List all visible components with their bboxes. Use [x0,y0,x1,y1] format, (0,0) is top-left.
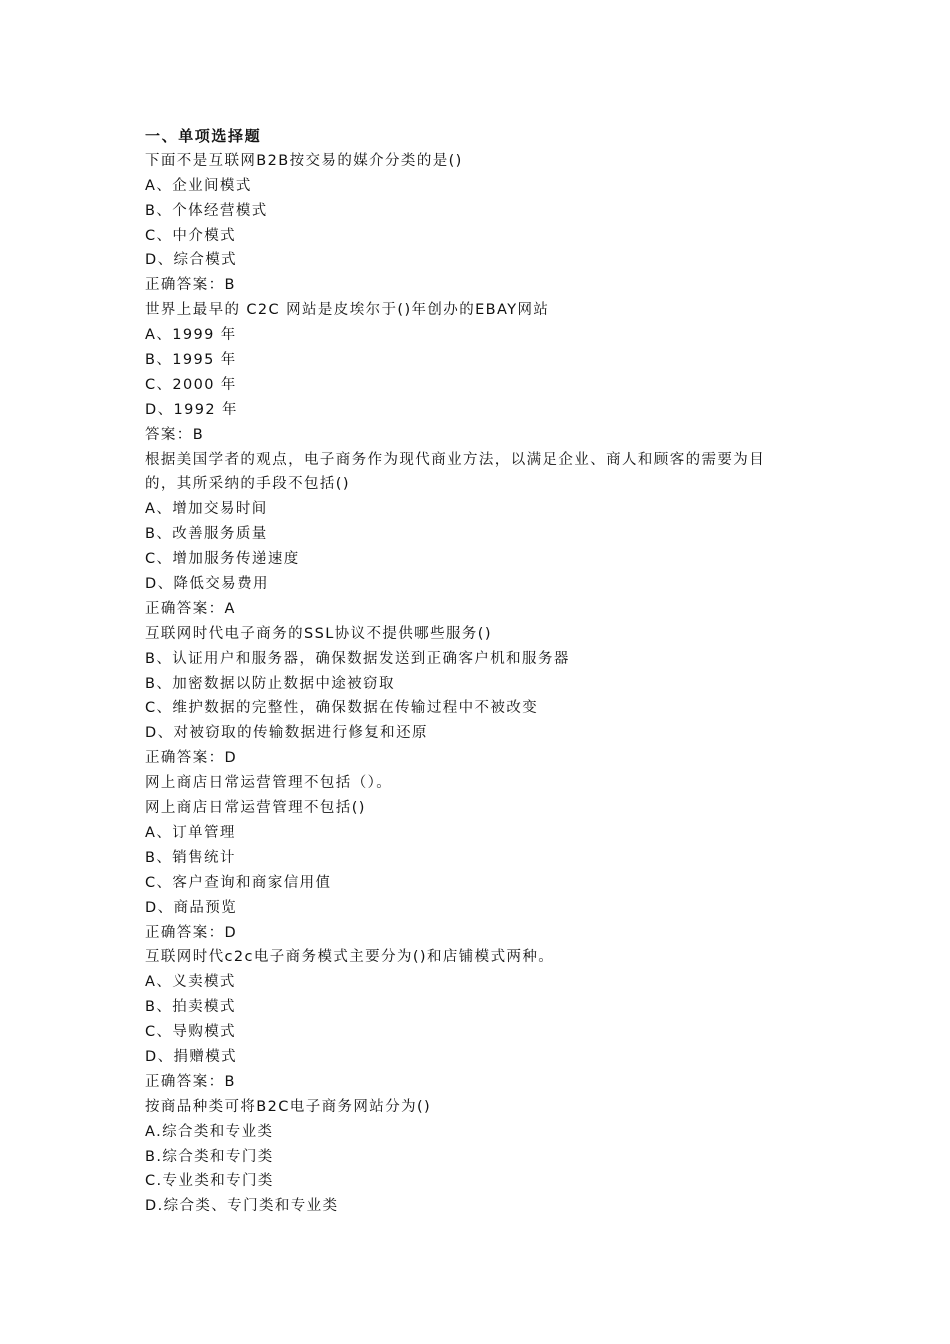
option-line: A、义卖模式 [145,974,236,991]
question-line: 互联网时代c2c电子商务模式主要分为()和店铺模式两种。 [145,949,555,966]
option-line: B、拍卖模式 [145,999,236,1016]
answer-line: 正确答案：D [145,750,238,767]
answer-line: 正确答案：B [145,1073,236,1090]
option-line: A、订单管理 [145,824,236,841]
option-line: B、销售统计 [145,849,236,866]
question-line: 按商品种类可将B2C电子商务网站分为() [145,1098,432,1115]
option-line: D、商品预览 [145,899,238,916]
option-line: C、客户查询和商家信用值 [145,874,332,891]
question-line: 网上商店日常运营管理不包括（）。 [145,775,393,792]
question-line: 根据美国学者的观点，电子商务作为现代商业方法，以满足企业、商人和顾客的需要为目 [145,451,766,468]
option-line: B、加密数据以防止数据中途被窃取 [145,675,395,692]
section-title: 一、单项选择题 [145,127,262,145]
option-line: C.专业类和专门类 [145,1173,274,1190]
option-line: D、对被窃取的传输数据进行修复和还原 [145,725,428,742]
option-line: A、1999 年 [145,327,237,344]
option-line: B.综合类和专门类 [145,1148,274,1165]
option-line: B、1995 年 [145,352,237,369]
option-line: B、个体经营模式 [145,202,268,219]
option-line: C、2000 年 [145,376,237,393]
question-line: 网上商店日常运营管理不包括() [145,800,366,817]
option-line: D、综合模式 [145,252,238,269]
question-line: 互联网时代电子商务的SSL协议不提供哪些服务() [145,625,492,642]
option-line: D、捐赠模式 [145,1048,238,1065]
option-line: C、增加服务传递速度 [145,551,300,568]
option-line: D、降低交易费用 [145,576,269,593]
question-line: 世界上最早的 C2C 网站是皮埃尔于()年创办的EBAY网站 [145,302,550,319]
option-line: A、企业间模式 [145,177,252,194]
answer-line: 正确答案：A [145,600,236,617]
option-line: C、维护数据的完整性，确保数据在传输过程中不被改变 [145,700,539,717]
answer-line: 答案：B [145,426,205,443]
option-line: D、1992 年 [145,401,238,418]
question-line: 的，其所采纳的手段不包括() [145,476,350,493]
answer-line: 正确答案：B [145,277,236,294]
document-page [145,124,825,1219]
option-line: C、中介模式 [145,227,237,244]
option-line: A、增加交易时间 [145,501,268,518]
option-line: C、导购模式 [145,1024,237,1041]
question-line: 下面不是互联网B2B按交易的媒介分类的是() [145,152,463,169]
question-list [145,149,825,1219]
option-line: B、改善服务质量 [145,526,268,543]
option-line: D.综合类、专门类和专业类 [145,1198,339,1215]
option-line: B、认证用户和服务器，确保数据发送到正确客户机和服务器 [145,650,570,667]
answer-line: 正确答案：D [145,924,238,941]
option-line: A.综合类和专业类 [145,1123,274,1140]
